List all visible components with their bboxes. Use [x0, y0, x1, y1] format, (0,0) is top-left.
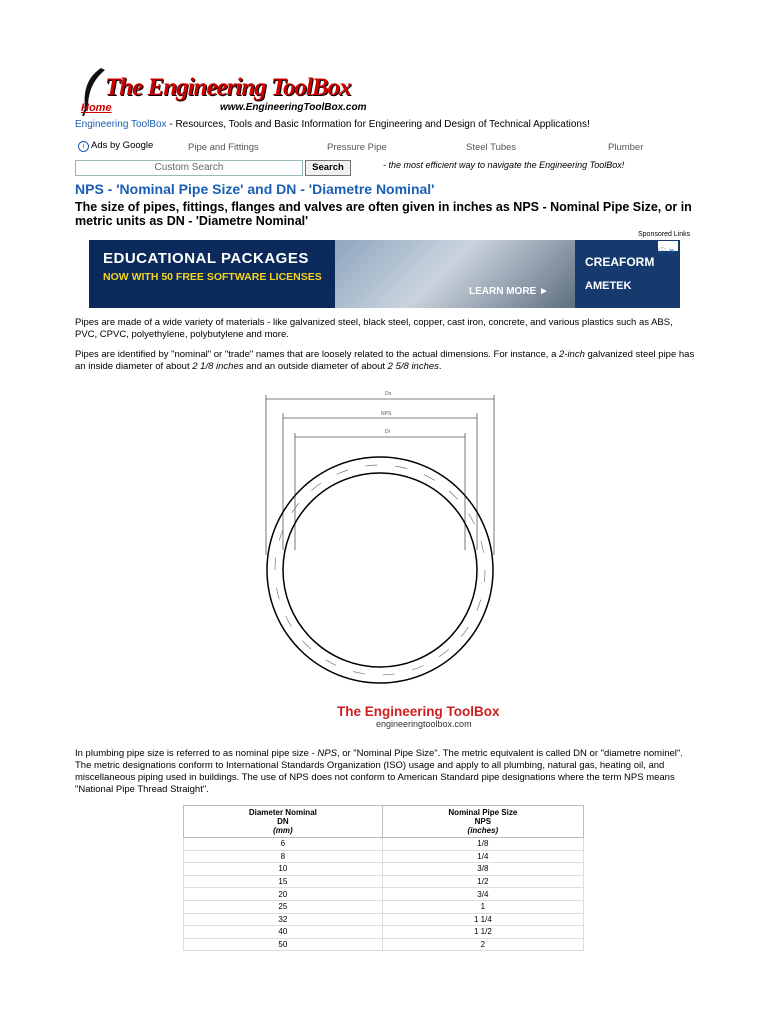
inner-circle: [283, 473, 477, 667]
ad-link-pressure-pipe[interactable]: Pressure Pipe: [327, 142, 387, 153]
dn-cell: 50: [184, 938, 383, 951]
pipe-cross-section-diagram: [255, 385, 505, 685]
sponsored-links-label: Sponsored Links: [638, 231, 691, 238]
text: galvanized steel pipe has an inside diameter of about: [75, 349, 695, 372]
tagline-text: - Resources, Tools and Basic Information for Engineering and Design of Technical Applications!: [166, 119, 590, 130]
nps-label: NPS: [381, 411, 392, 417]
paragraph-nominal: [75, 349, 695, 373]
header-line: (inches): [467, 826, 499, 835]
search-note: - the most efficient way to navigate the Engineering ToolBox!: [383, 160, 625, 170]
ad-link-plumber[interactable]: Plumber: [608, 142, 644, 153]
banner-headline: EDUCATIONAL PACKAGES: [103, 250, 309, 267]
banner-photo: [335, 240, 575, 308]
page-subtitle: The size of pipes, fittings, flanges and valves are often given in inches as NPS - Nominal Pipe Size, or in metric units as DN - 'Diametre Nominal': [75, 200, 692, 228]
nps-cell: 1: [382, 900, 583, 913]
table-header-row: [184, 806, 584, 838]
ametek-logo: AMETEK: [585, 280, 632, 292]
text-italic: NPS: [317, 748, 337, 759]
paragraph-materials: Pipes are made of a wide variety of materials - like galvanized steel, black steel, copper, cast iron, concrete, and various plastics such as ABS, PVC, CPVC, polyethylene, polybutylene and more.: [75, 317, 673, 340]
tagline: [75, 119, 590, 130]
dn-cell: 15: [184, 875, 383, 888]
nps-cell: 1 1/4: [382, 913, 583, 926]
dn-cell: 10: [184, 863, 383, 876]
header-line: NPS: [474, 817, 492, 826]
table-row: [184, 926, 584, 939]
table-row: [184, 863, 584, 876]
search-input[interactable]: Custom Search: [75, 160, 303, 176]
header-line: Nominal Pipe Size: [448, 808, 518, 817]
creaform-logo: CREAFORM: [585, 255, 655, 269]
dn-nps-table: [183, 805, 584, 951]
site-logo[interactable]: [75, 68, 375, 118]
engineering-toolbox-link[interactable]: Engineering ToolBox: [75, 119, 167, 130]
figure-brand: The Engineering ToolBox: [337, 704, 500, 719]
dn-cell: 20: [184, 888, 383, 901]
dn-cell: 25: [184, 900, 383, 913]
dn-cell: 40: [184, 926, 383, 939]
banner-subline: NOW WITH 50 FREE SOFTWARE LICENSES: [103, 271, 322, 283]
site-url: www.EngineeringToolBox.com: [220, 102, 367, 113]
di-label: Di: [385, 429, 390, 435]
nps-cell: 1/4: [382, 850, 583, 863]
info-icon[interactable]: i: [78, 141, 89, 152]
header-line: Diameter Nominal: [248, 808, 317, 817]
table-row: [184, 875, 584, 888]
table-row: [184, 888, 584, 901]
mid-circle: [275, 465, 485, 675]
table-row: [184, 850, 584, 863]
text-italic: 2 5/8 inches: [387, 361, 439, 372]
ad-links-bar: [78, 140, 718, 156]
nps-cell: 2: [382, 938, 583, 951]
paragraph-plumbing: [75, 748, 695, 796]
outer-circle: [267, 457, 493, 683]
text-italic: 2 1/8 inches: [192, 361, 244, 372]
text: In plumbing pipe size is referred to as nominal pipe size -: [75, 748, 318, 759]
dn-cell: 32: [184, 913, 383, 926]
header-line: DN: [277, 817, 289, 826]
search-button[interactable]: Search: [305, 160, 351, 176]
text: .: [438, 361, 442, 372]
ad-link-steel-tubes[interactable]: Steel Tubes: [466, 142, 517, 153]
nps-cell: 1/2: [382, 875, 583, 888]
ad-choices-icon[interactable]: ⓘ ✕: [658, 241, 678, 251]
header-line: (mm): [273, 826, 293, 835]
nps-cell: 3/8: [382, 863, 583, 876]
dn-cell: 6: [184, 838, 383, 851]
table-row: [184, 900, 584, 913]
text: Pipes are identified by "nominal" or "trade" names that are loosely related to the actual dimensions. For instance, a: [75, 349, 559, 360]
banner-ad[interactable]: [89, 240, 680, 308]
home-link[interactable]: Home: [81, 102, 112, 114]
nps-cell: 1 1/2: [382, 926, 583, 939]
nps-cell: 3/4: [382, 888, 583, 901]
page-title: NPS - 'Nominal Pipe Size' and DN - 'Diametre Nominal': [75, 181, 435, 197]
table-row: [184, 838, 584, 851]
dn-header: [184, 806, 383, 838]
figure-url: engineeringtoolbox.com: [376, 719, 472, 729]
table-row: [184, 913, 584, 926]
text: , or "Nominal Pipe Size". The metric equivalent is called DN or "diametre nominel". The metric designations conform to International Standards Organization (ISO) usage and apply to all plumbing, natural gas, heating oil, and miscellaneous piping used in buildings. The use of NPS does not conform to American Standard pipe designations where the term NPS means "National Pipe Thread Straight".: [75, 748, 683, 795]
dn-cell: 8: [184, 850, 383, 863]
table-row: [184, 938, 584, 951]
ads-by-google-label: Ads by Google: [91, 140, 154, 151]
site-brand: The Engineering ToolBox: [105, 74, 351, 101]
text-italic: 2-inch: [559, 349, 585, 360]
learn-more-button[interactable]: LEARN MORE ►: [469, 286, 549, 297]
nps-cell: 1/8: [382, 838, 583, 851]
text: and an outside diameter of about: [243, 361, 388, 372]
nps-header: [382, 806, 583, 838]
ad-link-pipe-fittings[interactable]: Pipe and Fittings: [188, 142, 259, 153]
do-label: Do: [385, 391, 392, 397]
